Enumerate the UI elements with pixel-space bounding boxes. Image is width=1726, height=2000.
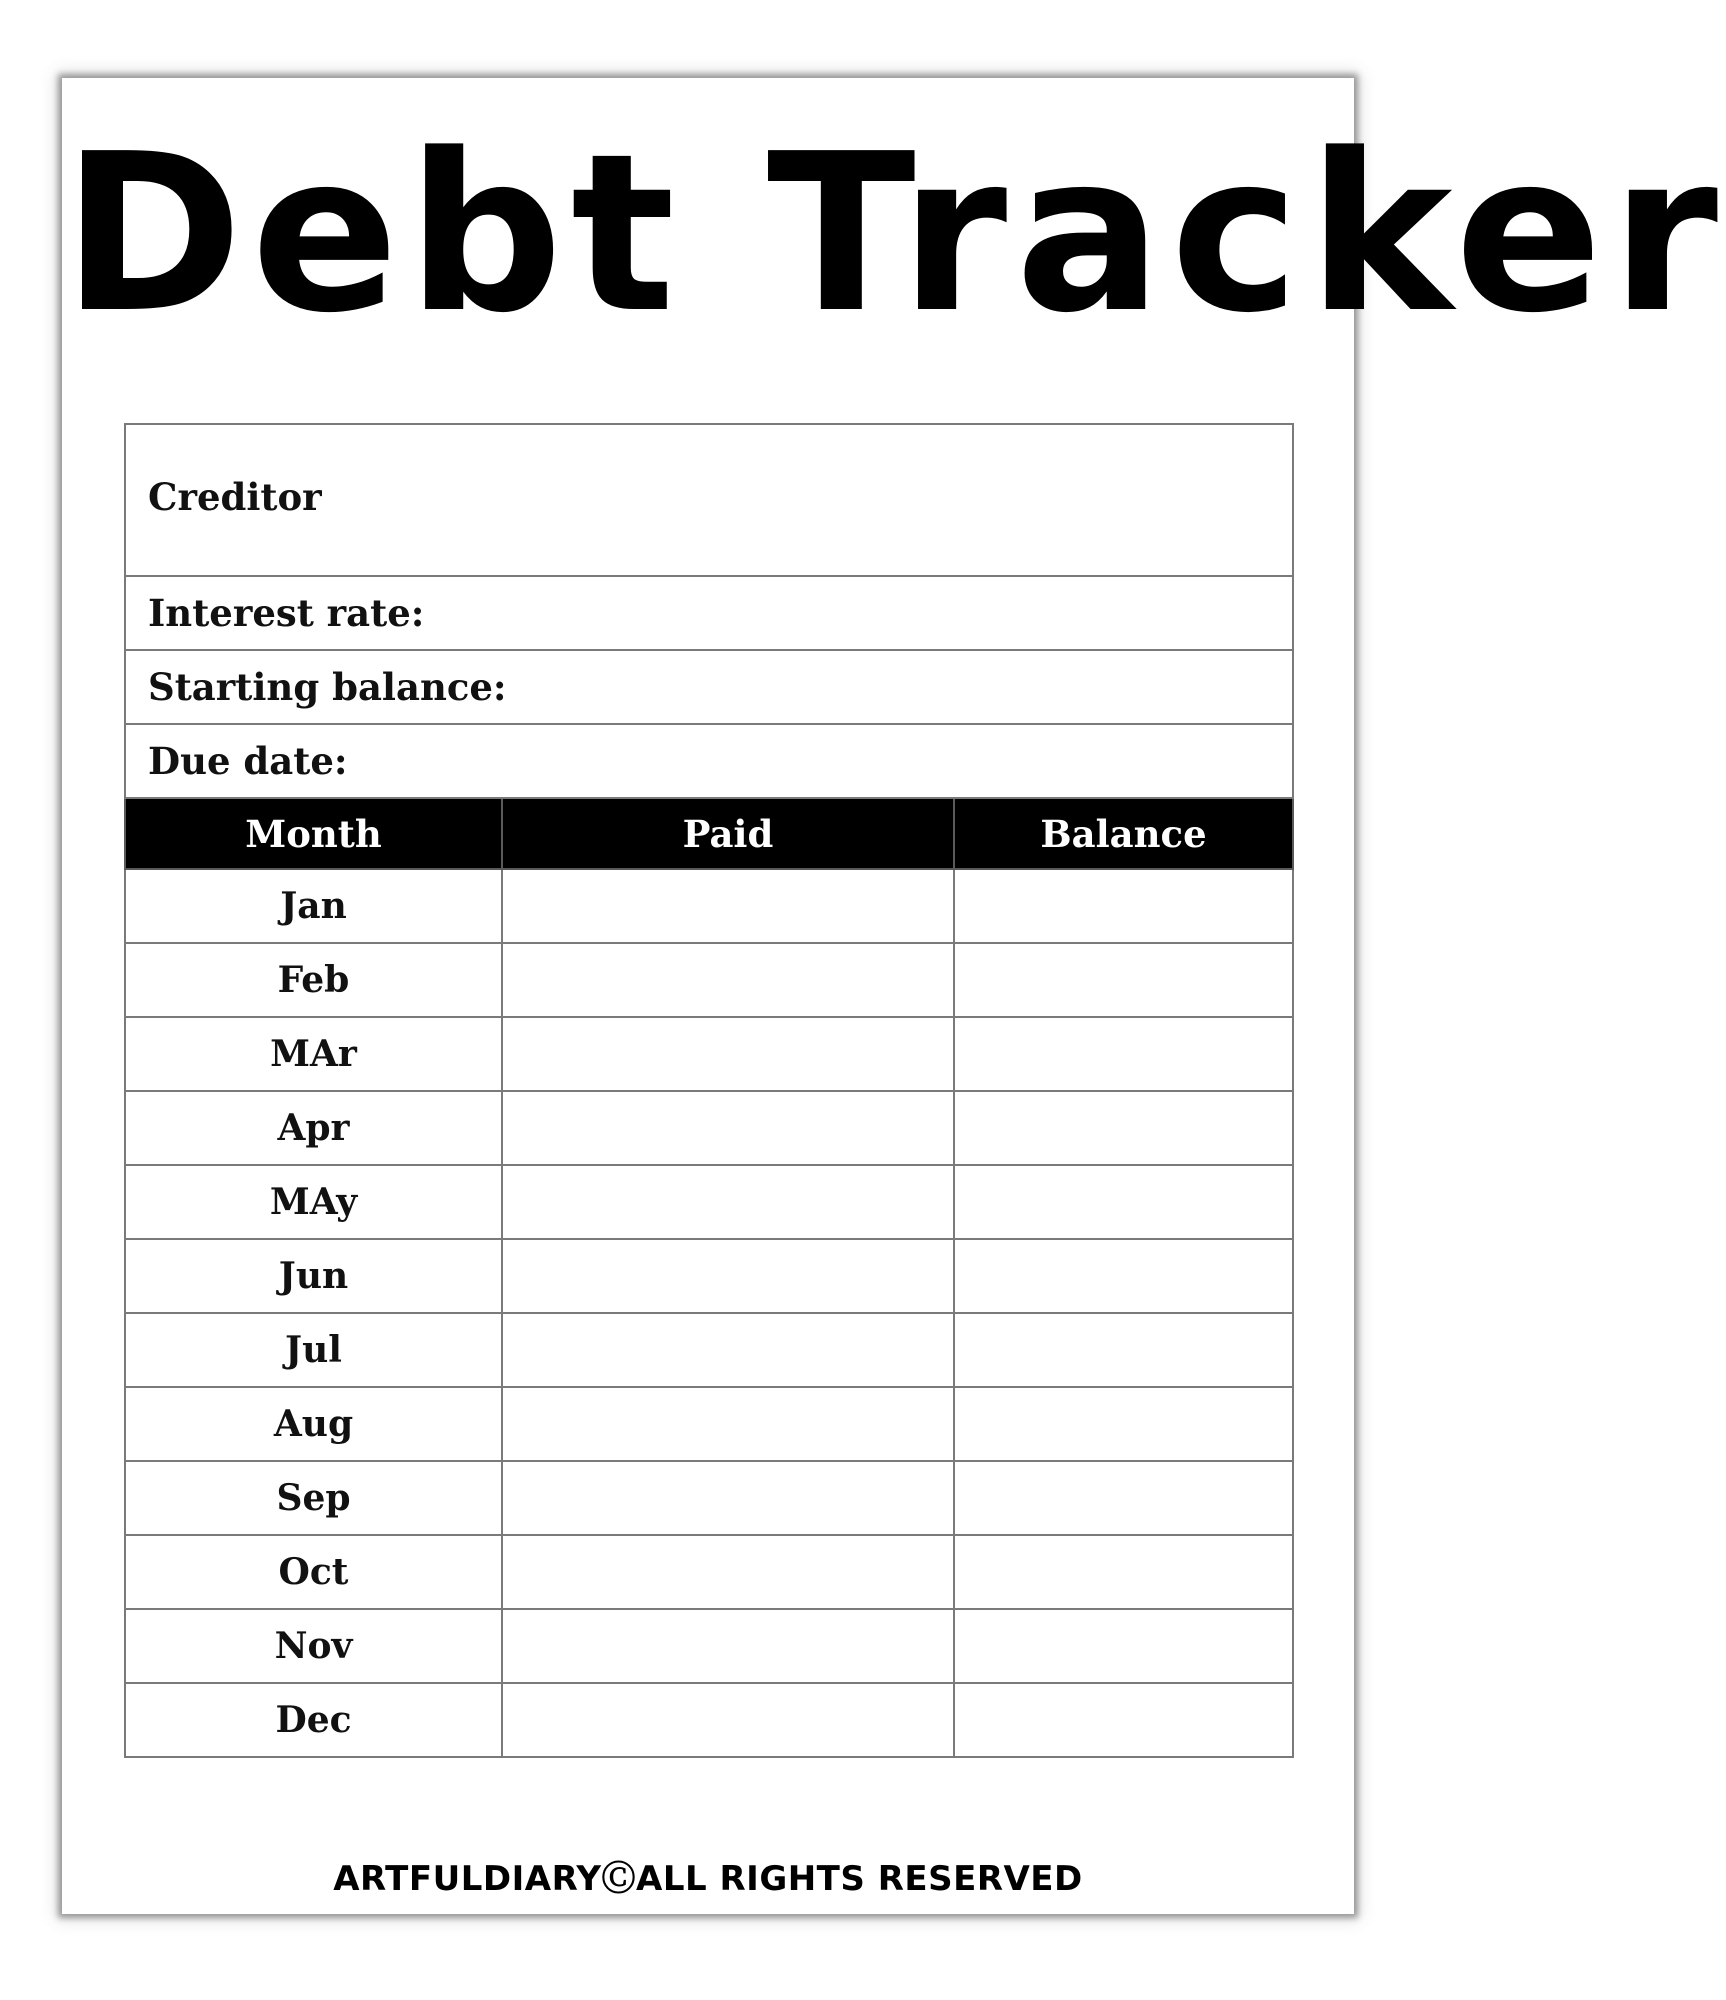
balance-cell[interactable] [954,1461,1293,1535]
starting-balance-field[interactable]: Starting balance: [125,650,1293,724]
starting-balance-row [125,650,1293,724]
balance-cell[interactable] [954,1165,1293,1239]
paid-cell[interactable] [502,1313,954,1387]
due-date-row [125,724,1293,798]
month-label: Nov [125,1609,502,1683]
table-row [125,943,1293,1017]
paid-cell[interactable] [502,1017,954,1091]
due-date-field[interactable]: Due date: [125,724,1293,798]
table-row [125,1535,1293,1609]
paid-cell[interactable] [502,1609,954,1683]
page-title: Debt Tracker [62,108,1726,361]
table-row [125,1313,1293,1387]
balance-cell[interactable] [954,1313,1293,1387]
balance-cell[interactable] [954,1091,1293,1165]
header-balance: Balance [954,798,1293,869]
month-label: Feb [125,943,502,1017]
paid-cell[interactable] [502,943,954,1017]
balance-cell[interactable] [954,1609,1293,1683]
month-label: Sep [125,1461,502,1535]
table-row [125,1683,1293,1757]
creditor-field[interactable]: Creditor [125,424,1293,576]
table-row [125,1609,1293,1683]
paid-cell[interactable] [502,1683,954,1757]
header-paid: Paid [502,798,954,869]
table-header-row [125,798,1293,869]
tracker-sheet [62,78,1726,1914]
table-row [125,1387,1293,1461]
debt-tracker-table [124,423,1294,1758]
paid-cell[interactable] [502,1535,954,1609]
balance-cell[interactable] [954,869,1293,943]
table-row [125,1091,1293,1165]
interest-rate-row [125,576,1293,650]
month-label: Dec [125,1683,502,1757]
table-row [125,1165,1293,1239]
interest-rate-field[interactable]: Interest rate: [125,576,1293,650]
month-label: Apr [125,1091,502,1165]
paid-cell[interactable] [502,1239,954,1313]
copyright-footer: ARTFULDIARYⒸALL RIGHTS RESERVED [333,1859,1083,1899]
balance-cell[interactable] [954,1387,1293,1461]
month-label: Jan [125,869,502,943]
table-row [125,1239,1293,1313]
table-row [125,869,1293,943]
balance-cell[interactable] [954,1017,1293,1091]
month-label: Jun [125,1239,502,1313]
month-label: Aug [125,1387,502,1461]
paid-cell[interactable] [502,1165,954,1239]
month-label: Oct [125,1535,502,1609]
paid-cell[interactable] [502,869,954,943]
balance-cell[interactable] [954,1535,1293,1609]
month-label: MAy [125,1165,502,1239]
table-row [125,1461,1293,1535]
month-label: Jul [125,1313,502,1387]
month-label: MAr [125,1017,502,1091]
paid-cell[interactable] [502,1387,954,1461]
paid-cell[interactable] [502,1461,954,1535]
header-month: Month [125,798,502,869]
table-row [125,1017,1293,1091]
balance-cell[interactable] [954,1239,1293,1313]
paid-cell[interactable] [502,1091,954,1165]
balance-cell[interactable] [954,1683,1293,1757]
creditor-row [125,424,1293,576]
balance-cell[interactable] [954,943,1293,1017]
